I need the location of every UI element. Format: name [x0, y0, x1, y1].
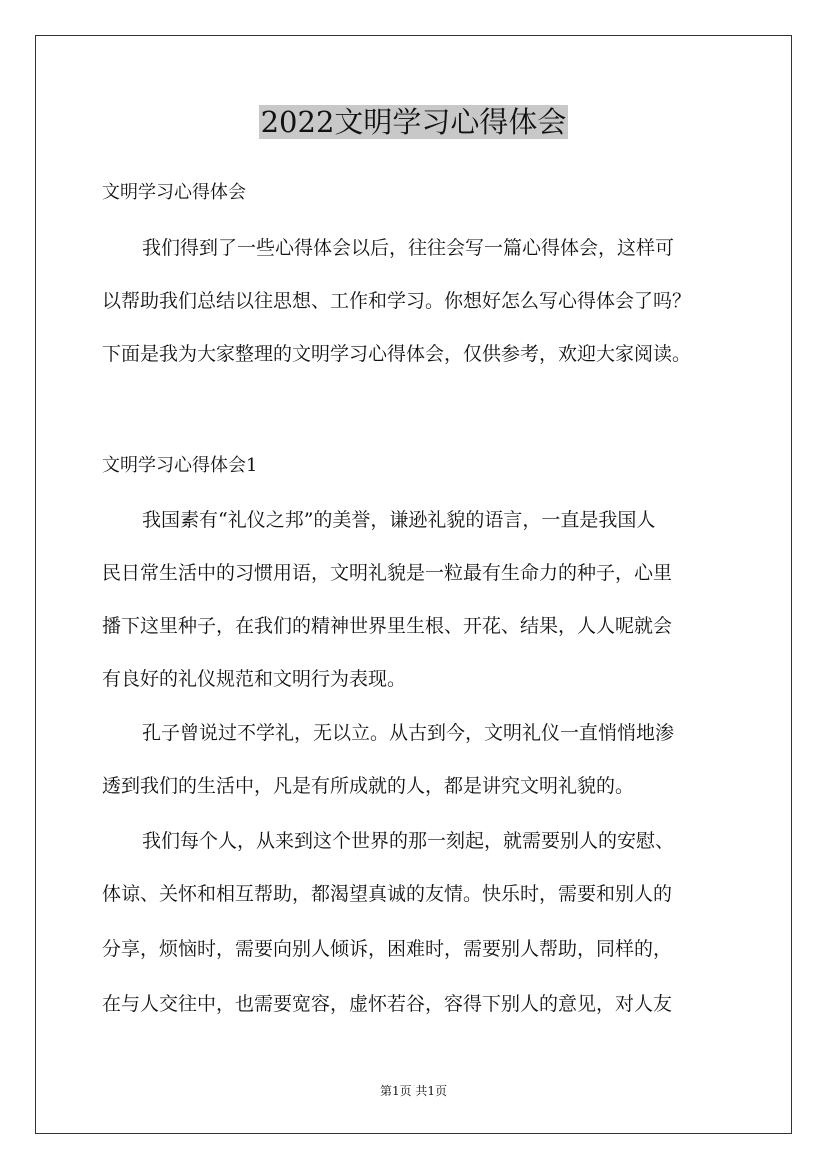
paragraph-line: 体谅、关怀和相互帮助，都渴望真诚的友情。快乐时，需要和别人的 [102, 883, 673, 905]
paragraph-line: 分享，烦恼时，需要向别人倾诉，困难时，需要别人帮助，同样的， [102, 938, 673, 960]
paragraph-line: 透到我们的生活中，凡是有所成就的人，都是讲究文明礼貌的。 [102, 775, 635, 797]
paragraph-line: 在与人交往中，也需要宽容，虚怀若谷，容得下别人的意见，对人友 [102, 993, 673, 1015]
paragraph-line: 孔子曾说过不学礼，无以立。从古到今，文明礼仪一直悄悄地渗 [142, 722, 675, 744]
document-title [0, 103, 827, 141]
page-footer: 第1页 共1页 [379, 1084, 448, 1098]
paragraph-line: 我国素有“礼仪之邦”的美誉，谦逊礼貌的语言，一直是我国人 [142, 509, 656, 531]
paragraph-line: 下面是我为大家整理的文明学习心得体会，仅供参考，欢迎大家阅读。 [102, 343, 692, 365]
section-heading: 文明学习心得体会1 [102, 455, 258, 476]
document-title-text: 2022文明学习心得体会 [260, 105, 567, 139]
paragraph-line: 我们得到了一些心得体会以后，往往会写一篇心得体会，这样可 [142, 237, 675, 259]
paragraph-line: 民日常生活中的习惯用语，文明礼貌是一粒最有生命力的种子，心里 [102, 562, 673, 584]
paragraph-line: 播下这里种子，在我们的精神世界里生根、开花、结果，人人呢就会 [102, 615, 673, 637]
paragraph-line: 我们每个人，从来到这个世界的那一刻起，就需要别人的安慰、 [142, 830, 675, 852]
paragraph-line: 有良好的礼仪规范和文明行为表现。 [102, 668, 407, 690]
paragraph-line: 以帮助我们总结以往思想、工作和学习。你想好怎么写心得体会了吗？ [102, 290, 692, 312]
subtitle: 文明学习心得体会 [102, 182, 246, 203]
